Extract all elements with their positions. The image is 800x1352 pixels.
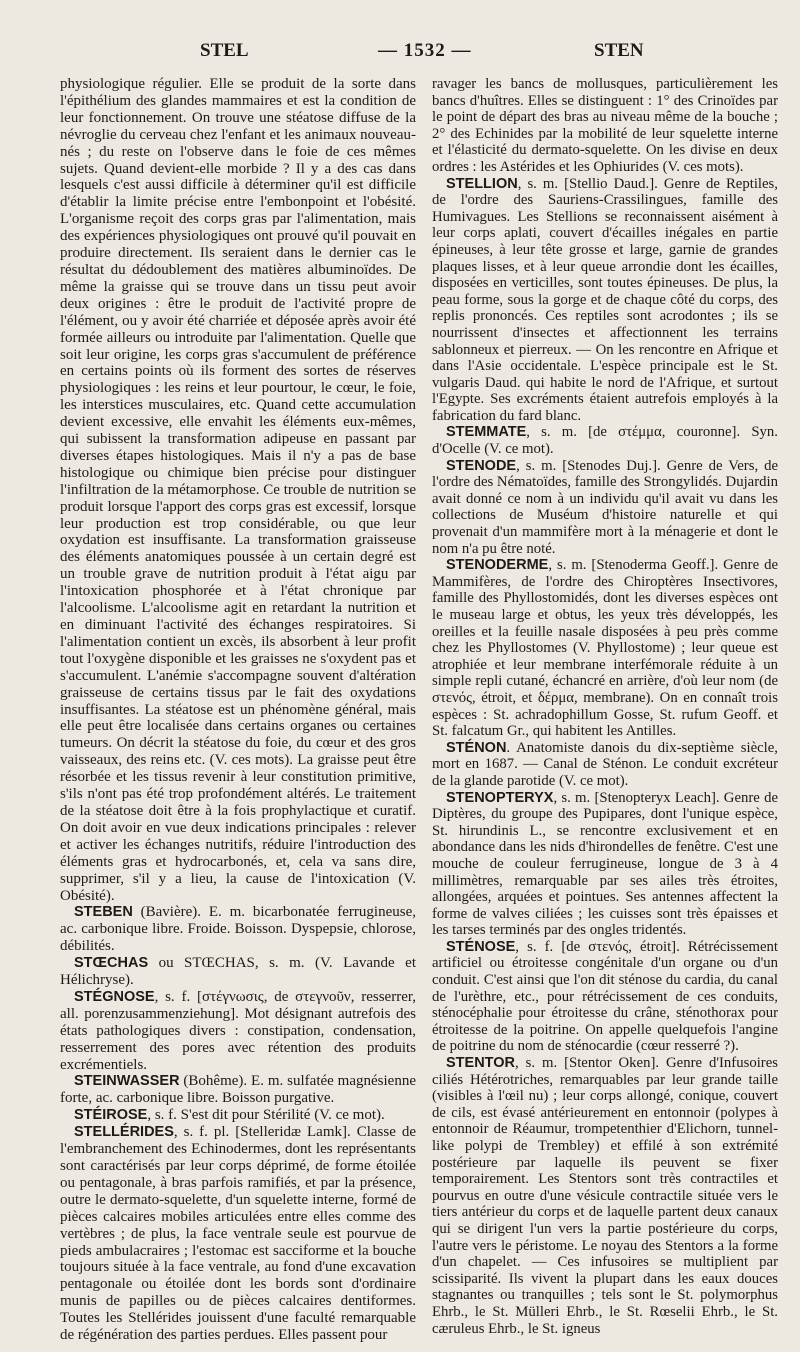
entry-stenopteryx: [432, 790, 778, 939]
entry-stegnose: [60, 989, 416, 1074]
page-header: [0, 40, 800, 70]
continued-paragraph: physiologique régulier. Elle se produit de la sorte dans l'épithélium des glandes mammaires et est la condition de leur fonctionnement. On trouve une stéatose diffuse de la névroglie du cerveau chez l'enfant et les animaux nouveau-nés ; du reste on l'observe dans le foie de ces mêmes sujets. Quand devient-elle morbide ? Il y a des cas dans lesquels c'est aussi difficile à déterminer qu'il est difficile d'établir la limite précise entre l'embonpoint et l'obésité. L'organisme reçoit des corps gras par l'alimentation, mais des expériences physiologiques ont prouvé qu'il pouvait en produire directement. Ils seraient dans le dernier cas le résultat du dédoublement des matières albuminoïdes. De même la graisse qui se trouve dans un tissu peut avoir deux origines : être le produit de l'activité propre de l'élément, ou y avoir été charriée et déposée après avoir été formée ailleurs ou introduite par l'alimentation. Quelle que soit leur origine, les corps gras s'accumulent de préférence en certains points où ils forment des sortes de réserves physiologiques : les reins et leur pourtour, le cœur, le foie, les interstices musculaires, etc. Quand cette accumulation devient excessive, elle envahit les éléments eux-mêmes, qui subissent la transformation adipeuse en passant par diverses étapes histologiques. Mais il n'y a pas de base histologique ou chimique bien précise pour distinguer l'infiltration de la métamorphose. Ce trouble de nutrition se produit lorsque l'apport des corps gras est excessif, lorsque leur production est trop considérable, ou que leur oxydation est insuffisante. La transformation graisseuse des éléments anatomiques poussée à un certain degré est un trouble grave de nutrition produit à l'état aigu par l'intoxication phosphorée et à l'état chronique par l'alcoolisme. L'alcoolisme agit en retardant la nutrition et en diminuant l'activité des échanges respiratoires. Si l'alimentation contient un excès, ils absorbent à leur profit tout l'oxygène disponible et les graisses ne s'oxydent pas et s'accumulent. L'anémie s'accompagne souvent d'altération graisseuse de certains tissus par le fait des oxydations insuffisantes. La stéatose est un phénomène général, mais elle peut être localisée dans certains organes ou certaines tumeurs. On décrit la stéatose du foie, du cœur et des gros vaisseaux, des reins etc. (V. ces mots). La graisse peut être résorbée et les tissus revenir à leur constitution primitive, s'ils n'ont pas été trop profondément altérés. Le traitement de la stéatose doit être à la fois prophylactique et curatif. On doit avoir en vue deux indications principales : relever et activer les échanges nutritifs, réduire l'introduction des éléments gras et hydrocarbonés, et, cela va sans dire, supprimer, s'il y a lieu, la cause de l'intoxication (V. Obésité).: [60, 76, 416, 904]
entry-headword: STELLÉRIDES: [74, 1124, 174, 1141]
entry-stenoderme: [432, 557, 778, 740]
entry-text: , s. m. [Stenodes Duj.]. Genre de Vers, de l'ordre des Nématoïdes, famille des Strongylidés. Dujardin avait donné ce nom à un individu qu'il avait vu dans les collections de Muséum d'histoire naturelle et qui provenait d'un mammifère mort à la ménagerie et dont le nom n'a pu être noté.: [432, 457, 778, 557]
entry-headword: STENODERME: [446, 557, 549, 574]
entry-stellion: [432, 176, 778, 425]
right-running-head: STEN: [594, 40, 644, 61]
left-running-head: STEL: [200, 40, 249, 61]
entry-text: . Anatomiste danois du dix-septième siècle, mort en 1687. — Canal de Sténon. Le conduit excréteur de la glande parotide (V. ce mot).: [432, 739, 778, 789]
entry-headword: STŒCHAS: [74, 955, 149, 972]
entry-stenode: [432, 458, 778, 558]
entry-text: , s. m. [Stellio Daud.]. Genre de Reptiles, de l'ordre des Sauriens-Crassilingues, famille des Humivagues. Les Stellions se reconnaissent aisément à leur corps aplati, couvert d'écailles inégales en partie épineuses, à leur tête grosse et large, garnie de grandes plaques lisses, et à leur queue arrondie dont les écailles, disposées en verticilles, sont toutes épineuses. De plus, la peau forme, sous la gorge et de chaque côté du corps, des replis prononcés. Ces reptiles sont acrodontes ; ils se nourrissent d'insectes et affectionnent les terrains sablonneux et pierreux. — On les rencontre en Afrique et dans l'Asie occidentale. L'espèce principale est le St. vulgaris Daud. qui habite le nord de l'Afrique, et surtout l'Egypte. Ses excréments étaient autrefois employés à la fabrication du fard blanc.: [432, 175, 778, 424]
entry-headword: STÉIROSE: [74, 1107, 148, 1124]
entry-stentor: [432, 1055, 778, 1337]
entry-headword: STEBEN: [74, 904, 133, 921]
continued-paragraph: ravager les bancs de mollusques, particulièrement les bancs d'huîtres. Elles se distinguent : 1° des Crinoïdes par le point de départ des bras au niveau même de la bouche ; 2° des Echinides par la mobilité de leur squelette interne et l'élasticité du dermato-squelette. On les divise en deux ordres : les Astérides et les Ophiurides (V. ces mots).: [432, 76, 778, 175]
entry-headword: STELLION: [446, 175, 518, 192]
entry-headword: STENTOR: [446, 1055, 516, 1072]
entry-text: , s. f. S'est dit pour Stérilité (V. ce mot).: [147, 1107, 385, 1124]
entry-text: (Bohême). E. m. sulfatée magnésienne forte, ac. carbonique libre. Boisson purgative.: [60, 1073, 416, 1107]
entry-stellerides: [60, 1124, 416, 1344]
entry-stenose: [432, 939, 778, 1055]
right-column: [432, 76, 778, 1337]
left-column: [60, 76, 416, 1344]
entry-headword: STÉGNOSE: [74, 988, 155, 1005]
entry-stemmate: [432, 424, 778, 457]
entry-steirose: [60, 1107, 416, 1124]
entry-text: , s. m. [Stentor Oken]. Genre d'Infusoires ciliés Hétérotriches, remarquables par leur grande taille (visibles à l'œil nu) ; leur corps allongé, conique, couvert de cils, est évasé antérieurement en entonnoir (polypes à entonnoir de Réaumur, trompetenthier d'Elichorn, tunnel-like polypi de Trembley) et effilé à son extrémité postérieure par laquelle ils peuvent se fixer temporairement. Les Stentors sont très contractiles et pourvus en outre d'une vésicule contractile située vers le tiers antérieur du corps et de laquelle partent deux canaux qui se dirigent l'un vers la partie postérieure du corps, l'autre vers le péristome. Le noyau des Stentors a la forme d'un chapelet. — Ces infusoires se multiplient par scissiparité. Ils vivent la plupart dans les eaux douces stagnantes ou tranquilles ; tels sont le St. polymorphus Ehrb., le St. Mülleri Ehrb., le St. Rœselii Ehrb., le St. cæruleus Ehrb., le St. igneus: [432, 1055, 778, 1337]
entry-text: , s. m. [Stenoderma Geoff.]. Genre de Mammifères, de l'ordre des Chiroptères Insectivores, famille des Phyllostomidés, dont les diverses espèces ont le museau large et obtus, les yeux très développés, les oreilles et la feuille nasale disposées à peu près comme chez les Phyllostomes (V. Phyllostome) ; leur queue est atrophiée et leur membrane interfémorale réduite à un simple repli cutané, échancré en arrière, d'où leur nom (de στενός, étroit, et δέρμα, membrane). On en connaît trois espèces : St. achradophillum Gosse, St. rufum Geoff. et St. falcatum Gr., qui habitent les Antilles.: [432, 557, 778, 740]
entry-stenon: [432, 740, 778, 790]
entry-stoechas: [60, 955, 416, 989]
entry-steinwasser: [60, 1073, 416, 1107]
entry-text: , s. f. [de στενός, étroit]. Rétrécissement artificiel ou étroitesse congénitale d'un organe ou d'un conduit. C'est ainsi que l'on dit sténose du cardia, du canal de l'urèthre, etc., pour rétrécissement de ces conduits, sténocéphalie pour étroitesse du crâne, sténothorax pour étroitesse de la poitrine. On appelle quelquefois l'angine de poitrine du nom de sténocardie (cœur resserré ?).: [432, 938, 778, 1055]
entry-text: , s. f. [στέγνωσις, de στεγνοῦν, resserrer, all. porenzusammenziehung]. Mot désignant autrefois des états pathologiques divers : constipation, condensation, resserrement des pores avec rétention des produits excrémentiels.: [60, 988, 416, 1073]
entry-headword: STÉNOSE: [446, 938, 516, 955]
entry-text: , s. m. [de στέμμα, couronne]. Syn. d'Ocelle (V. ce mot).: [432, 424, 778, 458]
entry-steben: [60, 904, 416, 955]
page-number: — 1532 —: [378, 40, 472, 61]
entry-headword: STÉNON: [446, 739, 507, 756]
entry-headword: STENOPTERYX: [446, 789, 554, 806]
entry-text: (Bavière). E. m. bicarbonatée ferrugineuse, ac. carbonique libre. Froide. Boisson. Dyspepsie, chlorose, débilités.: [60, 904, 416, 955]
entry-headword: STENODE: [446, 457, 517, 474]
entry-text: , s. f. pl. [Stelleridæ Lamk]. Classe de l'embranchement des Echinodermes, dont les représentants sont caractérisés par leur corps déprimé, de forme étoilée ou pentagonale, à bras parfois ramifiés, et par la présence, outre le dermato-squelette, d'un squelette interne, formé de pièces calcaires mobiles articulées entre elles comme des vertèbres ; de plus, la face ventrale seule est pourvue de pieds ambulacraires ; l'estomac est sacciforme et la bouche toujours située à la face ventrale, au fond d'une excavation pentagonale ou étoilée dont les bords sont d'ordinaire munis de papilles ou de pièces calcaires dentiformes. Toutes les Stellérides jouissent d'une faculté remarquable de régénération des parties perdues. Elles passent pour: [60, 1124, 416, 1344]
entry-headword: STEINWASSER: [74, 1073, 180, 1090]
entry-text: , s. m. [Stenopteryx Leach]. Genre de Diptères, du groupe des Pupipares, dont l'unique espèce, St. hirundinis L., se rencontre exclusivement et en abondance dans les nids d'hirondelles de fenêtre. C'est une mouche de couleur ferrugineuse, longue de 3 à 4 millimètres, remarquable par ses ailes très étroites, allongées, arquées et pointues. Ses antennes affectent la forme de valves ciliées ; les cuisses sont très épaisses et les tarses terminés par des ongles tridentés.: [432, 789, 778, 939]
entry-headword: STEMMATE: [446, 424, 527, 441]
entry-text: ou STŒCHAS, s. m. (V. Lavande et Hélichryse).: [60, 955, 416, 989]
